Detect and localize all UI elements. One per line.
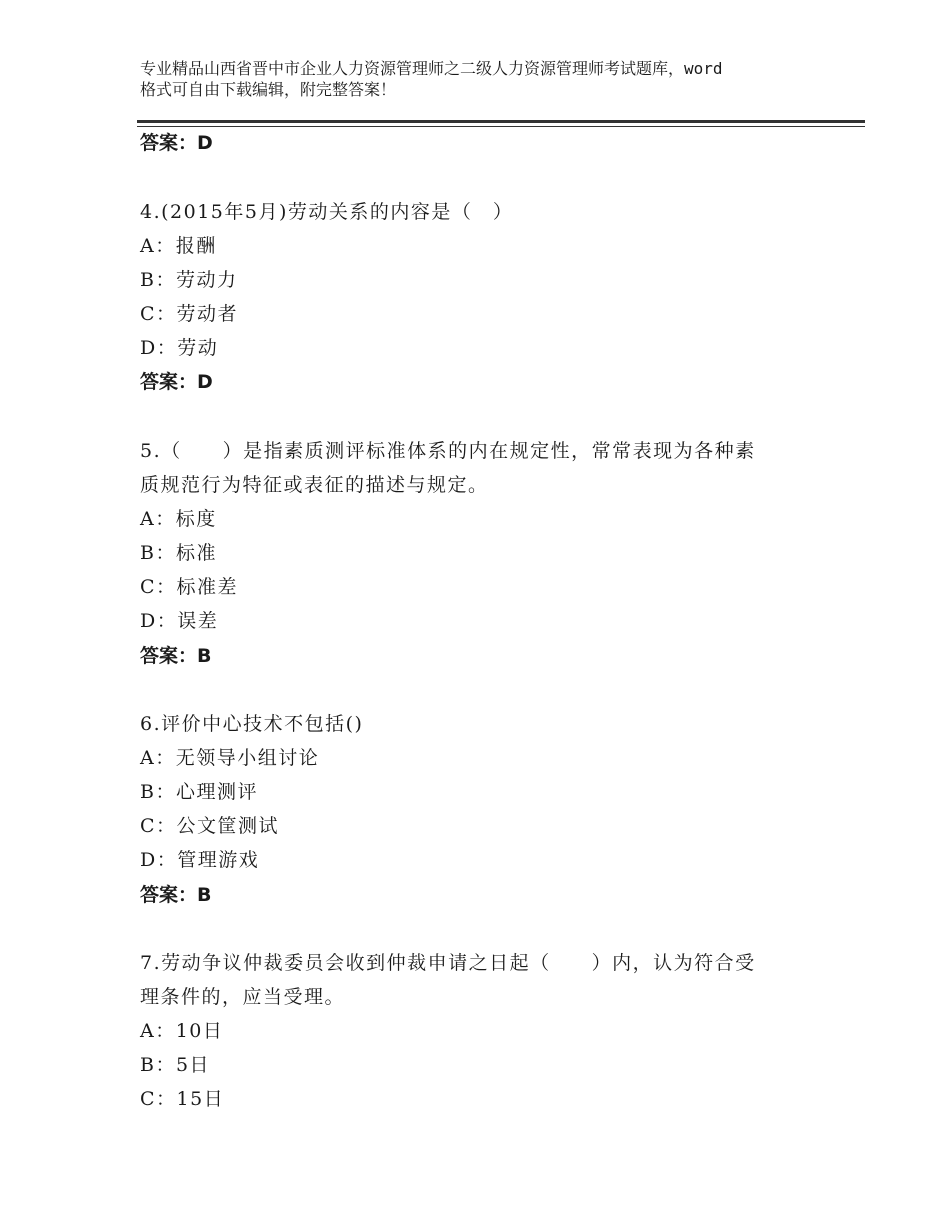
question-5-stem-line-1: 5.（ ）是指素质测评标准体系的内在规定性，常常表现为各种素 xyxy=(140,440,756,462)
question-5-stem-line-2: 质规范行为特征或表征的描述与规定。 xyxy=(140,474,489,496)
question-5-option-a: A：标度 xyxy=(140,508,217,530)
question-6-option-c: C：公文筐测试 xyxy=(140,815,280,837)
question-7-stem-line-1: 7.劳动争议仲裁委员会收到仲裁申请之日起（ ）内，认为符合受 xyxy=(140,952,756,974)
header-line-2: 格式可自由下载编辑，附完整答案！ xyxy=(140,80,397,99)
question-6-answer: 答案：B xyxy=(140,884,212,906)
question-7-option-c: C：15日 xyxy=(140,1088,225,1110)
question-4-option-d: D：劳动 xyxy=(140,337,219,359)
previous-answer: 答案：D xyxy=(140,132,213,154)
header-divider-thick xyxy=(137,120,865,123)
question-7-stem-line-2: 理条件的，应当受理。 xyxy=(140,986,346,1008)
question-6-option-a: A：无领导小组讨论 xyxy=(140,747,320,769)
header-line-1: 专业精品山西省晋中市企业人力资源管理师之二级人力资源管理师考试题库，word xyxy=(140,59,723,78)
question-5-option-d: D：误差 xyxy=(140,610,219,632)
question-5-option-c: C：标准差 xyxy=(140,576,239,598)
question-4-option-b: B：劳动力 xyxy=(140,269,238,291)
question-4-option-a: A：报酬 xyxy=(140,235,217,257)
question-6-stem: 6.评价中心技术不包括() xyxy=(140,713,364,735)
question-4-answer: 答案：D xyxy=(140,371,213,393)
question-4-option-c: C：劳动者 xyxy=(140,303,239,325)
question-6-option-d: D：管理游戏 xyxy=(140,849,260,871)
question-7-option-b: B：5日 xyxy=(140,1054,211,1076)
page-header xyxy=(140,58,840,100)
question-5-option-b: B：标准 xyxy=(140,542,217,564)
question-7-option-a: A：10日 xyxy=(140,1020,224,1042)
header-divider-thin xyxy=(137,126,865,127)
question-5-answer: 答案：B xyxy=(140,645,212,667)
question-6-option-b: B：心理测评 xyxy=(140,781,258,803)
question-4-stem: 4.(2015年5月)劳动关系的内容是（ ） xyxy=(140,201,514,223)
